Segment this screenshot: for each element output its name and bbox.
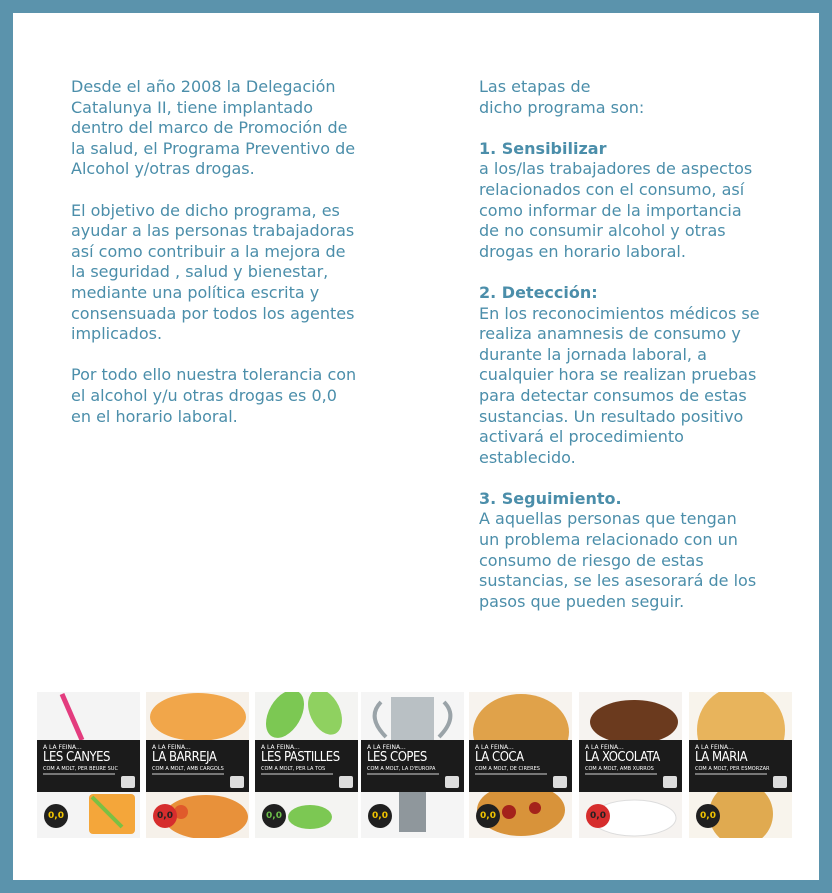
poster-pre: A LA FEINA... — [585, 744, 624, 751]
logo-icon — [773, 776, 787, 788]
poster-fine-print — [261, 773, 333, 775]
poster-subtitle: COM A MOLT, LA D'EUROPA — [367, 766, 436, 772]
text-line: para detectar consumos de estas — [479, 385, 747, 405]
text-line: así como contribuir a la mejora de — [71, 241, 346, 261]
text-line: un problema relacionado con un — [479, 530, 738, 550]
text-line: En los reconocimientos médicos se — [479, 303, 760, 323]
text-line: de no consumir alcohol y otras — [479, 221, 726, 241]
paragraph-objective — [71, 201, 401, 345]
poster-pre: A LA FEINA... — [261, 744, 300, 751]
poster-les-pastilles — [255, 692, 358, 838]
text-line: activará el procedimiento — [479, 427, 684, 447]
poster-les-canyes — [37, 692, 140, 838]
logo-icon — [230, 776, 244, 788]
text-line: dentro del marco de Promoción de — [71, 118, 348, 138]
poster-la-coca — [469, 692, 572, 838]
zero-badge: 0,0 — [153, 804, 177, 828]
poster-title: LA XOCOLATA — [585, 750, 660, 765]
text-line: realiza anamnesis de consumo y — [479, 324, 741, 344]
text-line: dicho programa son: — [479, 97, 645, 117]
poster-pre: A LA FEINA... — [152, 744, 191, 751]
poster-title: LES PASTILLES — [261, 750, 340, 765]
text-line: Las etapas de — [479, 77, 591, 96]
poster-la-maria — [689, 692, 792, 838]
text-line: durante la jornada laboral, a — [479, 344, 707, 364]
poster-pre: A LA FEINA... — [43, 744, 82, 751]
step-title: 1. Sensibilizar — [479, 138, 607, 158]
text-line: implicados. — [71, 324, 163, 344]
poster-pre: A LA FEINA... — [695, 744, 734, 751]
poster-subtitle: COM A MOLT, PER LA TOS — [261, 766, 326, 772]
poster-pre: A LA FEINA... — [367, 744, 406, 751]
text-line: pasos que pueden seguir. — [479, 591, 685, 611]
text-line: a los/las trabajadores de aspectos — [479, 159, 753, 179]
text-line: El objetivo de dicho programa, es — [71, 200, 340, 220]
poster-la-xocolata — [579, 692, 682, 838]
logo-icon — [553, 776, 567, 788]
poster-la-barreja — [146, 692, 249, 838]
zero-badge: 0,0 — [368, 804, 392, 828]
poster-band — [255, 740, 358, 792]
logo-icon — [663, 776, 677, 788]
text-line: consumo de riesgo de estas — [479, 550, 704, 570]
poster-title: LES COPES — [367, 750, 427, 765]
step-sensibilizar — [479, 139, 799, 263]
left-column — [71, 77, 401, 427]
zero-badge: 0,0 — [44, 804, 68, 828]
poster-band — [146, 740, 249, 792]
poster-subtitle: COM A MOLT, AMB XURROS — [585, 766, 654, 772]
text-line: establecido. — [479, 447, 576, 467]
poster-band — [361, 740, 464, 792]
text-line: Por todo ello nuestra tolerancia con — [71, 365, 357, 385]
text-line: A aquellas personas que tengan — [479, 509, 737, 529]
poster-subtitle: COM A MOLT, AMB CARGOLS — [152, 766, 224, 772]
poster-subtitle: COM A MOLT, DE CIRERES — [475, 766, 540, 772]
poster-band — [37, 740, 140, 792]
poster-band — [579, 740, 682, 792]
text-line: Catalunya II, tiene implantado — [71, 97, 313, 117]
poster-fine-print — [43, 773, 115, 775]
poster-title: LA MARIA — [695, 750, 748, 765]
text-line: mediante una política escrita y — [71, 282, 320, 302]
poster-pre: A LA FEINA... — [475, 744, 514, 751]
poster-fine-print — [367, 773, 439, 775]
text-line: la salud, el Programa Preventivo de — [71, 138, 356, 158]
zero-badge: 0,0 — [476, 804, 500, 828]
poster-fine-print — [475, 773, 547, 775]
poster-subtitle: COM A MOLT, PER BEURE SUC — [43, 766, 118, 772]
paragraph-intro — [71, 77, 401, 180]
logo-icon — [445, 776, 459, 788]
poster-strip — [37, 692, 797, 842]
poster-title: LA BARREJA — [152, 750, 217, 765]
text-line: sustancias, se les asesorará de los — [479, 571, 757, 591]
step-title: 2. Detección: — [479, 282, 598, 302]
text-line: consensuada por todos los agentes — [71, 303, 355, 323]
step-deteccion — [479, 283, 799, 468]
text-line: el alcohol y/u otras drogas es 0,0 — [71, 385, 337, 405]
text-line: cualquier hora se realizan pruebas — [479, 365, 757, 385]
right-column — [479, 77, 799, 612]
step-seguimiento — [479, 489, 799, 613]
poster-fine-print — [585, 773, 657, 775]
poster-title: LES CANYES — [43, 750, 110, 765]
poster-band — [469, 740, 572, 792]
poster-les-copes — [361, 692, 464, 838]
text-line: como informar de la importancia — [479, 200, 742, 220]
zero-badge: 0,0 — [586, 804, 610, 828]
step-title: 3. Seguimiento. — [479, 488, 622, 508]
text-line: ayudar a las personas trabajadoras — [71, 221, 355, 241]
text-line: la seguridad , salud y bienestar, — [71, 262, 329, 282]
poster-band — [689, 740, 792, 792]
logo-icon — [339, 776, 353, 788]
text-line: drogas en horario laboral. — [479, 241, 686, 261]
logo-icon — [121, 776, 135, 788]
poster-subtitle: COM A MOLT, PER ESMORZAR — [695, 766, 770, 772]
text-line: sustancias. Un resultado positivo — [479, 406, 744, 426]
poster-fine-print — [695, 773, 767, 775]
zero-badge: 0,0 — [262, 804, 286, 828]
zero-badge: 0,0 — [696, 804, 720, 828]
text-line: relacionados con el consumo, así — [479, 179, 745, 199]
text-line: Alcohol y/otras drogas. — [71, 159, 255, 179]
poster-title: LA COCA — [475, 750, 524, 765]
paragraph-tolerance — [71, 365, 401, 427]
text-line: en el horario laboral. — [71, 406, 238, 426]
poster-fine-print — [152, 773, 224, 775]
text-line: Desde el año 2008 la Delegación — [71, 77, 336, 96]
stages-intro — [479, 77, 799, 118]
